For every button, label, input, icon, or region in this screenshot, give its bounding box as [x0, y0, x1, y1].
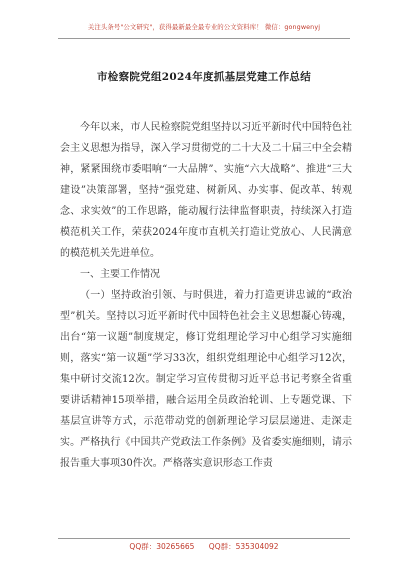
- header-divider: [58, 38, 350, 39]
- footer-contacts: [0, 541, 408, 552]
- footer-divider: [58, 538, 350, 539]
- promo-header: 关注头条号"公文研究"，获得最新最全最专业的公文资料库！ 微信：gongwenyj: [87, 23, 321, 31]
- qq-group-1: QQ群：30265665: [129, 542, 195, 551]
- section-heading: 一、主要工作情况: [80, 269, 160, 280]
- body-paragraph: （一）坚持政治引领、与时俱进，着力打造更讲忠诚的“政治型”机关。坚持以习近平新时代中国特色社会主义思想凝心铸魂，出台“第一议题”制度规定，修订党组理论学习中心组学习实施细则，落实“第一议题”学习33次，组织党组理论中心组学习12次，集中研讨交流12次。制定学习宣传贯彻习近平总书记考察全省重要讲话精神15项举措，融合运用全员政治轮训、上专题党课、下基层宣讲等方式，示范带动党的创新理论学习层层递进、走深走实。严格执行《中国共产党政法工作条例》及省委实施细则，请示报告重大事项30件次。严格落实意识形态工作责: [60, 290, 352, 469]
- document-body: [60, 117, 352, 474]
- document-title: 市检察院党组2024年度抓基层党建工作总结: [96, 71, 312, 83]
- intro-paragraph: 今年以来，市人民检察院党组坚持以习近平新时代中国特色社会主义思想为指导，深入学习贯彻党的二十大及二十届三中全会精神，紧紧围绕市委唱响“一大品牌”、实施“六大战略”、推进“三大建设”决策部署，坚持“强党建、树新风、办实事、促改革、转观念、求实效”的工作思路，能动履行法律监督职责，持续深入打造模范机关工作，荣获2024年度市直机关打造让党放心、人民满意的模范机关先进单位。: [60, 122, 352, 259]
- qq-group-2: QQ群：535304092: [208, 542, 279, 551]
